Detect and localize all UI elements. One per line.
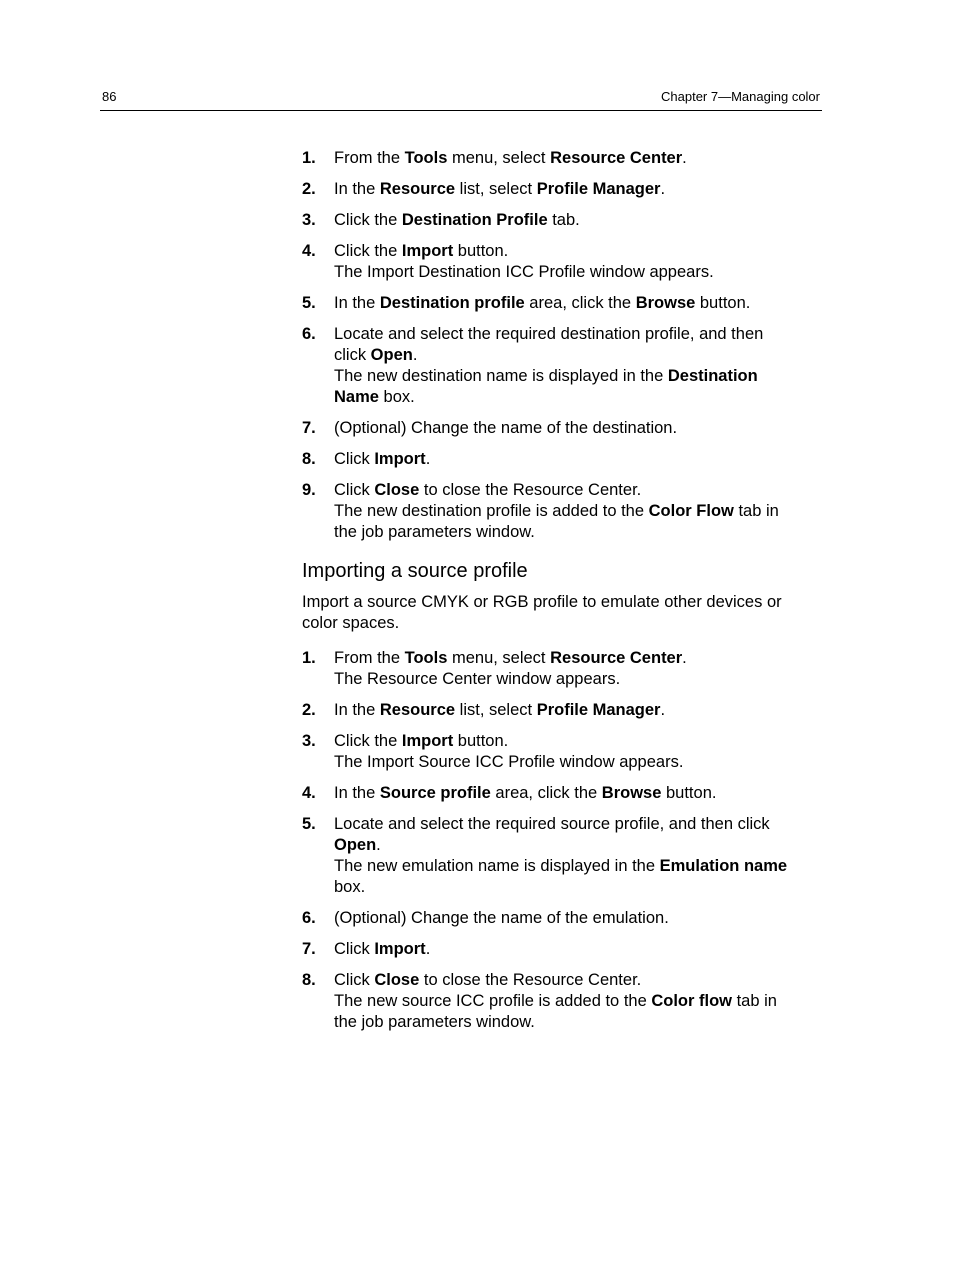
step-text: The new destination name is displayed in the	[334, 367, 668, 385]
step-item	[302, 210, 824, 231]
step-text-line	[334, 939, 824, 960]
step-text: tab in	[732, 992, 777, 1010]
step-text: area, click the	[524, 294, 636, 312]
intro-line: Import a source CMYK or RGB profile to emulate other devices or	[302, 593, 782, 611]
step-text: .	[682, 649, 687, 667]
page-number: 86	[102, 89, 117, 104]
step-number: 5.	[302, 294, 316, 312]
step-text: In the	[334, 701, 380, 719]
step-text: Click the	[334, 242, 402, 260]
step-number: 8.	[302, 971, 316, 989]
chapter-title: Chapter 7—Managing color	[661, 89, 820, 104]
step-text: tab in	[733, 502, 779, 520]
ui-term: Emulation name	[659, 857, 788, 875]
step-number: 4.	[302, 242, 316, 260]
step-number: 4.	[302, 784, 316, 802]
step-text-line	[334, 835, 824, 856]
step-text-line	[334, 648, 824, 669]
section-intro	[302, 592, 824, 634]
step-text: Click	[334, 971, 375, 989]
step-item	[302, 449, 824, 470]
step-text: to close the Resource Center.	[419, 971, 642, 989]
ui-term: Import	[374, 940, 426, 958]
step-item	[302, 648, 824, 690]
ui-term: Import	[401, 732, 454, 750]
step-item	[302, 939, 824, 960]
ui-term: Tools	[404, 649, 448, 667]
step-text-line	[334, 480, 824, 501]
step-text-line	[334, 814, 824, 835]
step-text: The Import Source ICC Profile window appears.	[334, 753, 684, 771]
step-text: Click	[334, 940, 375, 958]
ui-term: Name	[334, 388, 379, 406]
ui-term: Resource	[379, 180, 456, 198]
step-text-line	[334, 324, 824, 345]
step-item	[302, 731, 824, 773]
step-item	[302, 293, 824, 314]
ui-term: Destination profile	[379, 294, 525, 312]
step-number: 7.	[302, 940, 316, 958]
step-text: .	[412, 346, 418, 364]
page-header	[100, 88, 822, 111]
step-text: to close the Resource Center.	[419, 481, 642, 499]
step-number: 2.	[302, 701, 316, 719]
step-text-line	[334, 783, 824, 804]
step-text-line	[334, 366, 824, 387]
step-text-line	[334, 731, 824, 752]
step-text: (Optional) Change the name of the emulation.	[334, 909, 669, 927]
step-text: button.	[453, 242, 509, 260]
step-text: The new emulation name is displayed in the	[334, 857, 660, 875]
destination-steps-list	[302, 148, 824, 543]
step-number: 6.	[302, 909, 316, 927]
step-text: .	[682, 149, 687, 167]
step-text: (Optional) Change the name of the destination.	[334, 419, 678, 437]
step-item	[302, 148, 824, 169]
step-text-line	[334, 970, 824, 991]
step-text: In the	[334, 784, 380, 802]
step-item	[302, 908, 824, 929]
step-text: Click the	[334, 732, 402, 750]
step-text: .	[660, 701, 666, 719]
step-text-line	[334, 522, 824, 543]
step-number: 3.	[302, 211, 316, 229]
step-text: area, click the	[490, 784, 602, 802]
step-text: button.	[661, 784, 717, 802]
step-text: Click the	[334, 211, 402, 229]
step-text: list, select	[455, 180, 537, 198]
ui-term: Profile Manager	[536, 180, 661, 198]
step-text: Click	[334, 450, 375, 468]
step-text: .	[376, 836, 381, 854]
step-number: 6.	[302, 325, 316, 343]
step-item	[302, 783, 824, 804]
step-number: 3.	[302, 732, 316, 750]
step-text-line	[334, 387, 824, 408]
step-item	[302, 970, 824, 1033]
step-text-line	[334, 856, 824, 877]
ui-term: Destination	[667, 367, 758, 385]
ui-term: Profile Manager	[536, 701, 661, 719]
step-text-line	[334, 669, 824, 690]
step-text: The Import Destination ICC Profile window appears.	[334, 263, 714, 281]
step-text-line	[334, 877, 824, 898]
source-profile-section	[302, 559, 824, 1043]
step-text: .	[660, 180, 666, 198]
destination-profile-procedure	[302, 148, 824, 553]
ui-term: Source profile	[379, 784, 491, 802]
step-item	[302, 480, 824, 543]
intro-line: color spaces.	[302, 614, 400, 632]
step-text-line	[334, 418, 824, 439]
step-number: 2.	[302, 180, 316, 198]
step-text-line	[334, 752, 824, 773]
step-text: box.	[334, 878, 366, 896]
ui-term: Resource Center	[550, 649, 683, 667]
step-text-line	[334, 210, 824, 231]
step-item	[302, 814, 824, 898]
step-text: menu, select	[447, 149, 551, 167]
section-heading: Importing a source profile	[302, 560, 528, 582]
step-text-line	[334, 991, 824, 1012]
ui-term: Browse	[635, 294, 696, 312]
step-item	[302, 418, 824, 439]
source-steps-list	[302, 648, 824, 1033]
step-item	[302, 179, 824, 200]
step-text: From the	[334, 149, 405, 167]
step-text: In the	[334, 294, 380, 312]
step-text: .	[425, 940, 431, 958]
step-number: 1.	[302, 149, 316, 167]
ui-term: Close	[374, 481, 420, 499]
step-text: Locate and select the required source profile, and then click	[334, 815, 770, 833]
step-text-line	[334, 1012, 824, 1033]
step-text: click	[334, 346, 371, 364]
ui-term: Close	[374, 971, 420, 989]
step-text-line	[334, 179, 824, 200]
step-text: Locate and select the required destination profile, and then	[334, 325, 764, 343]
step-text-line	[334, 148, 824, 169]
step-text-line	[334, 449, 824, 470]
ui-term: Destination Profile	[401, 211, 548, 229]
step-text: In the	[334, 180, 380, 198]
step-text: button.	[695, 294, 751, 312]
ui-term: Open	[334, 836, 377, 854]
step-text: box.	[378, 388, 415, 406]
ui-term: Resource Center	[550, 149, 683, 167]
step-text: The new source ICC profile is added to the	[334, 992, 652, 1010]
ui-term: Import	[374, 450, 426, 468]
step-text: menu, select	[447, 649, 551, 667]
step-text: list, select	[455, 701, 537, 719]
ui-term: Import	[401, 242, 454, 260]
step-text: The new destination profile is added to the	[334, 502, 649, 520]
step-text-line	[334, 700, 824, 721]
ui-term: Color flow	[651, 992, 732, 1010]
step-text-line	[334, 241, 824, 262]
step-text: button.	[453, 732, 509, 750]
step-text: .	[425, 450, 431, 468]
step-text: the job parameters window.	[334, 523, 535, 541]
ui-term: Browse	[601, 784, 662, 802]
step-text: the job parameters window.	[334, 1013, 535, 1031]
step-item	[302, 324, 824, 408]
ui-term: Tools	[404, 149, 448, 167]
step-number: 5.	[302, 815, 316, 833]
step-text-line	[334, 501, 824, 522]
step-text-line	[334, 262, 824, 283]
step-item	[302, 241, 824, 283]
step-text: tab.	[547, 211, 580, 229]
ui-term: Resource	[379, 701, 456, 719]
step-number: 8.	[302, 450, 316, 468]
step-number: 7.	[302, 419, 316, 437]
step-text-line	[334, 293, 824, 314]
step-text: Click	[334, 481, 375, 499]
step-number: 9.	[302, 481, 316, 499]
step-text: The Resource Center window appears.	[334, 670, 621, 688]
step-item	[302, 700, 824, 721]
step-text-line	[334, 345, 824, 366]
ui-term: Color Flow	[648, 502, 734, 520]
step-text: From the	[334, 649, 405, 667]
ui-term: Open	[370, 346, 413, 364]
step-text-line	[334, 908, 824, 929]
step-number: 1.	[302, 649, 316, 667]
